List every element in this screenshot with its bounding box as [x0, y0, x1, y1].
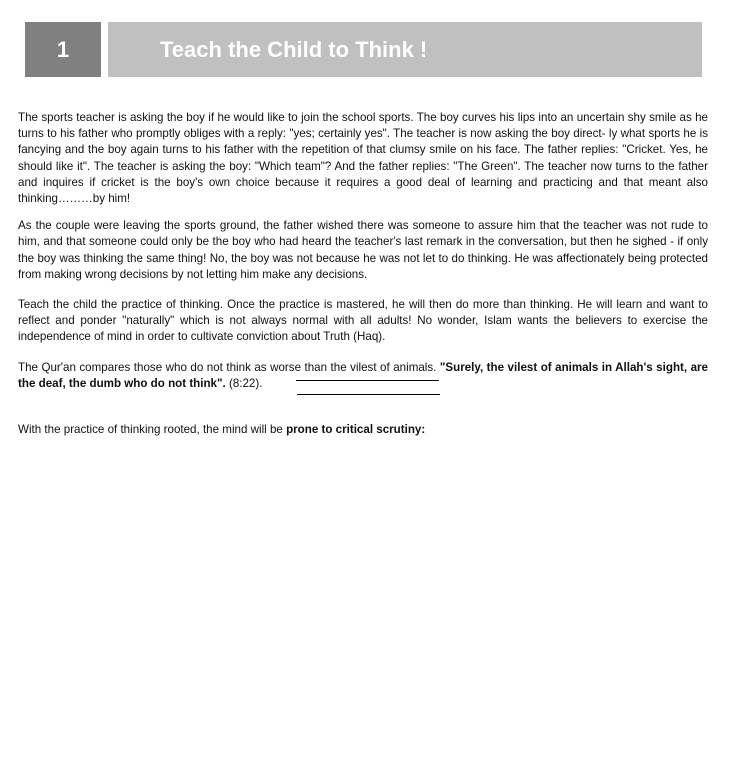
- closing-emphasis: prone to critical scrutiny:: [286, 423, 426, 437]
- paragraph-3: Teach the child the practice of thinking. Once the practice is mastered, he will then do more than thinking. He will learn and want to reflect and ponder "naturally" which is not always normal with all adults! No wonder, Islam wants the believers to exercise the independence of mind in order to cultivate conviction about Truth (Haq).: [18, 298, 708, 344]
- paragraph-5: [18, 422, 708, 438]
- section-title-bar: [108, 22, 702, 77]
- quran-quote: "Surely, the vilest of animals in Allah's sight, are the deaf, the dumb who do not think".: [18, 360, 708, 390]
- paragraph-1: The sports teacher is asking the boy if he would like to join the school sports. The boy curves his lips into an uncertain shy smile as he turns to his father who promptly obliges with a reply: "yes; certainly yes". The teacher is now asking the boy direct- ly what sports he is fancying and the boy again turns to his father with the repetition of that clumsy smile on his face. The father replies: "Cricket. Yes, he should like it". The teacher is asking the boy: "Which team"? And the father replies: "The Green". The teacher now turns to the father and inquires if cricket is the boy's own choice because it requires a good deal of learning and practicing and that meant also thinking………by him!: [18, 111, 708, 206]
- article-body: [18, 110, 708, 438]
- closing-text: With the practice of thinking rooted, the mind will be: [18, 423, 287, 437]
- verse-reference: (8:22).: [225, 376, 263, 390]
- quran-comparison-text: The Qur'an compares those who do not think as worse than the vilest of animals.: [18, 360, 440, 374]
- section-number: 1: [25, 22, 101, 77]
- paragraph-4: [18, 360, 708, 392]
- paragraph-2: As the couple were leaving the sports ground, the father wished there was someone to assure him that the teacher was not rude to him, and that someone could only be the boy who had heard the teacher's last remark in the conversation, but then he sighed - if only the boy was thinking the same thing! No, the boy was not because he was not let to do thinking. He was affectionately being protected from making wrong decisions by not letting him make any decisions.: [18, 219, 708, 281]
- page-title: Teach the Child to Think !: [160, 36, 428, 62]
